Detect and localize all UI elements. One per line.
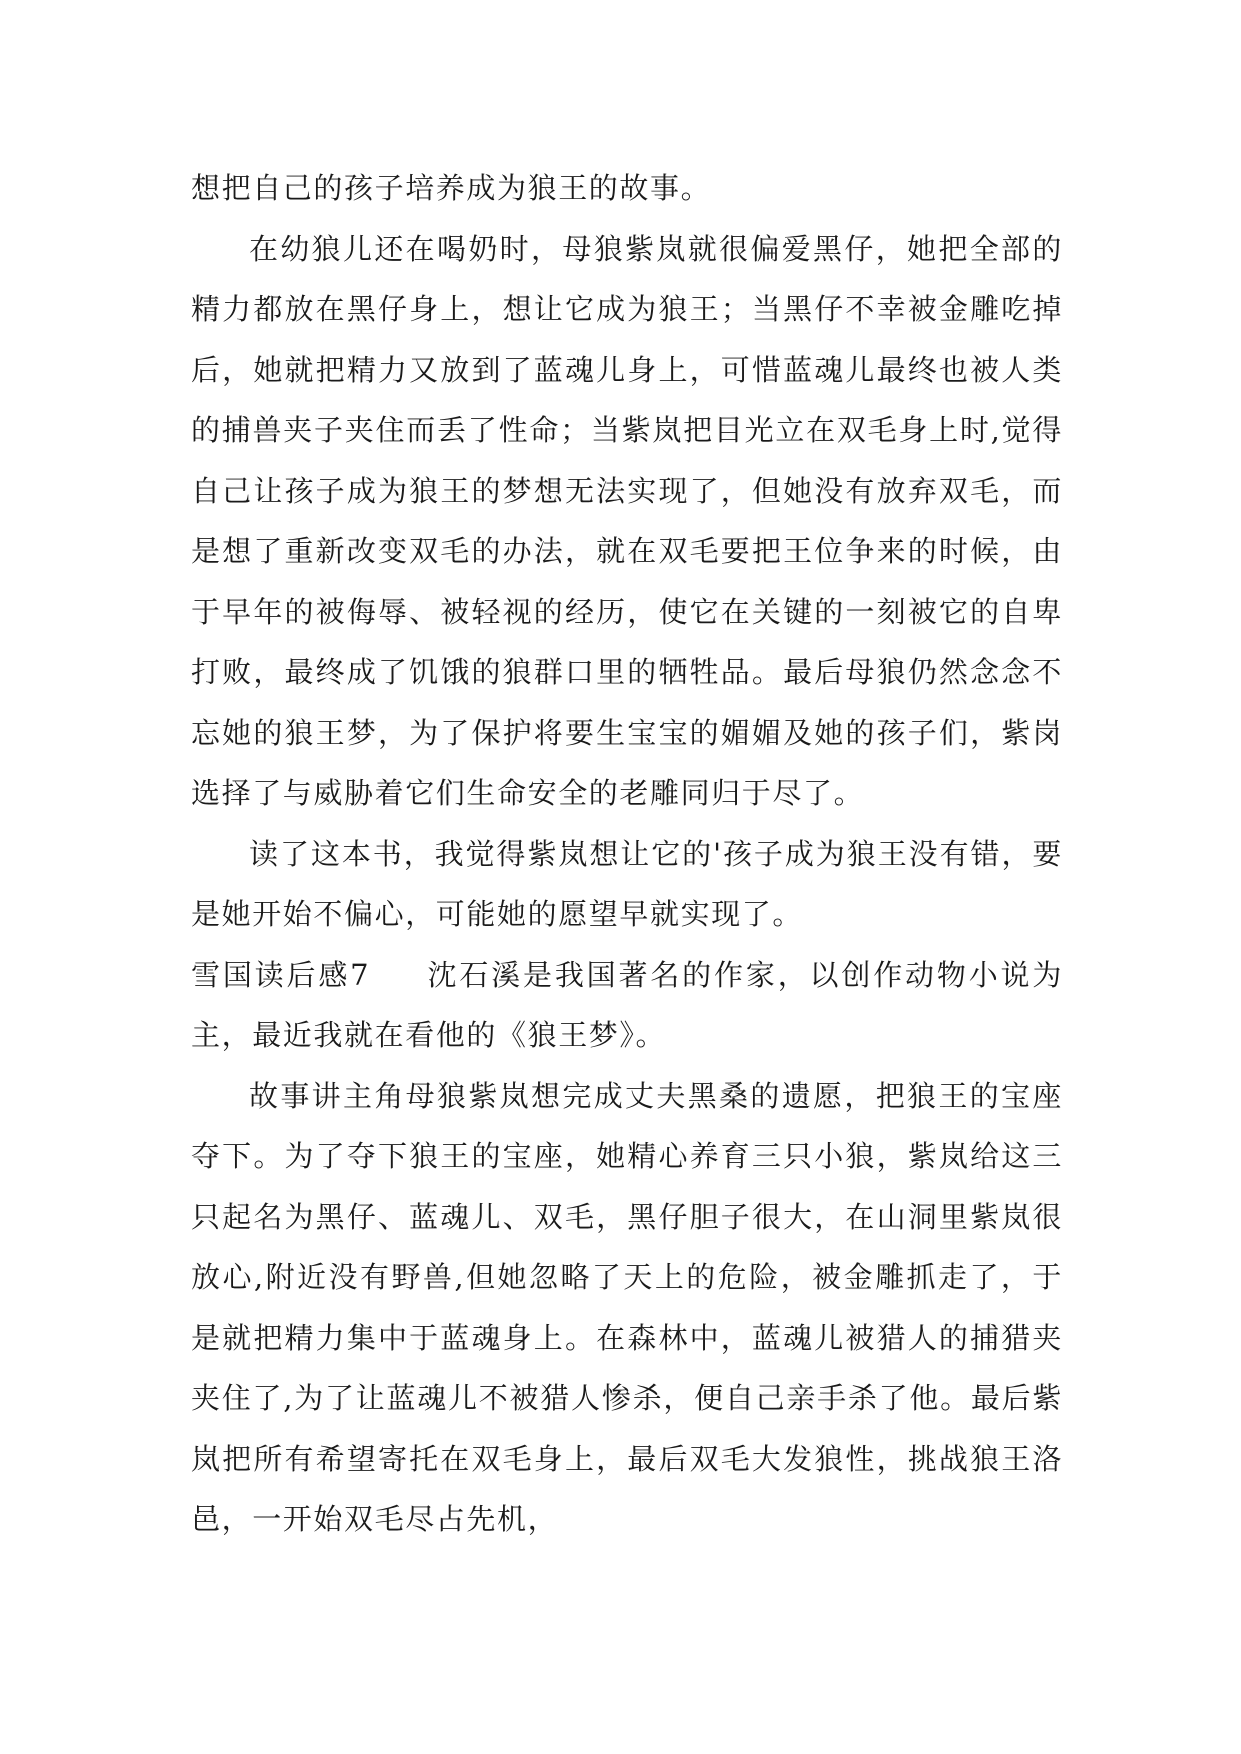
section-heading: 雪国读后感7 <box>191 957 371 992</box>
document-body <box>191 158 1063 1550</box>
paragraph-reflection: 读了这本书，我觉得紫岚想让它的'孩子成为狼王没有错，要是她开始不偏心，可能她的愿望早就实现了。 <box>191 836 1063 931</box>
paragraph-plot: 故事讲主角母狼紫岚想完成丈夫黑桑的遗愿，把狼王的宝座夺下。为了夺下狼王的宝座，她精心养育三只小狼，紫岚给这三只起名为黑仔、蓝魂儿、双毛，黑仔胆子很大，在山洞里紫岚很放心,附近没有野兽,但她忽略了天上的危险，被金雕抓走了，于是就把精力集中于蓝魂身上。在森林中，蓝魂儿被猎人的捕猎夹夹住了,为了让蓝魂儿不被猎人惨杀，便自己亲手杀了他。最后紫岚把所有希望寄托在双毛身上，最后双毛大发狼性，挑战狼王洛邑，一开始双毛尽占先机， <box>191 1078 1063 1536</box>
paragraph-story-summary: 在幼狼儿还在喝奶时，母狼紫岚就很偏爱黑仔，她把全部的精力都放在黑仔身上，想让它成为狼王；当黑仔不幸被金雕吃掉后，她就把精力又放到了蓝魂儿身上，可惜蓝魂儿最终也被人类的捕兽夹子夹住而丢了性命；当紫岚把目光立在双毛身上时,觉得自己让孩子成为狼王的梦想无法实现了，但她没有放弃双毛，而是想了重新改变双毛的办法，就在双毛要把王位争来的时候，由于早年的被侮辱、被轻视的经历，使它在关键的一刻被它的自卑打败，最终成了饥饿的狼群口里的牺牲品。最后母狼仍然念念不忘她的狼王梦，为了保护将要生宝宝的媚媚及她的孩子们，紫岗选择了与威胁着它们生命安全的老雕同归于尽了。 <box>191 231 1063 810</box>
paragraph-continuation: 想把自己的孩子培养成为狼王的故事。 <box>191 171 712 205</box>
section-intro <box>191 945 1063 1066</box>
section-lead-text: 沈石溪是我国著名的作家，以创作动物小说为主，最近我就在看他的《狼王梦》。 <box>191 957 1063 1052</box>
